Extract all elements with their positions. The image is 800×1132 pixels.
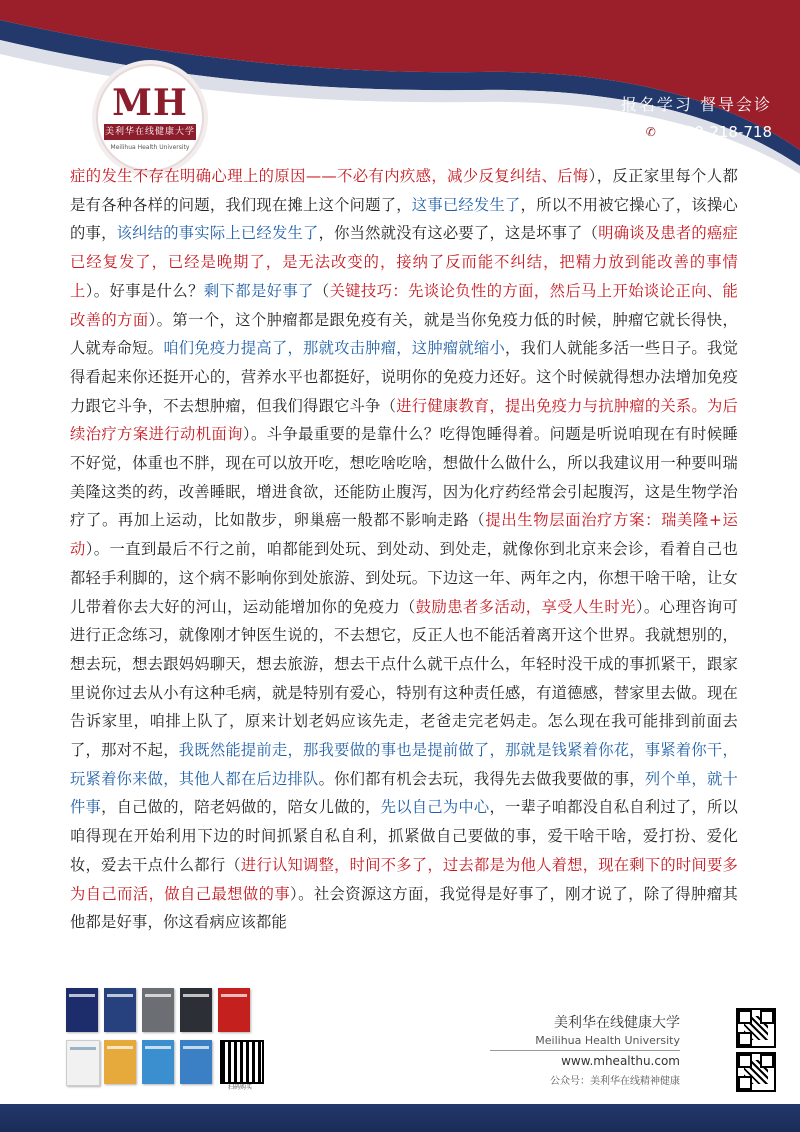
body-segment: ），反正家里每个人都是有各种各样的问题，我们现在摊上这个问题了， bbox=[70, 167, 738, 214]
header-slogan: 报名学习 督导会诊 bbox=[620, 95, 772, 114]
body-segment: ）。心理咨询可进行正念练习，就像刚才钟医生说的，不去想它，反正人也不能活着离开这个世界。我就想别的，想去玩，想去跟妈妈聊天，想去旅游，想去干点什么就干点什么，年轻时没干成的事抓紧干，跟家里说你过去从小有这种毛病，就是特别有爱心，特别有这种责任感，有道德感，替家里去做。现在告诉家里，咱排上队了，原来计划老妈应该先走，老爸走完老妈走。怎么现在我可能排到前面去了，那对不起， bbox=[70, 597, 738, 760]
body-segment: ）。第一个，这个肿瘤都是跟免疫有关，就是当你免疫力低的时候，肿瘤它就长得快，人就寿命短。 bbox=[70, 310, 738, 358]
body-text bbox=[70, 162, 738, 937]
body-segment: ）。好事是什么？ bbox=[85, 281, 204, 300]
books-qr-caption: 扫码购买 bbox=[227, 1084, 252, 1091]
footer-qr-code-top[interactable] bbox=[736, 1008, 776, 1048]
header-contact bbox=[621, 92, 772, 141]
annotation-text: 明确谈及患者的癌症已经复发了，已经是晚期了，是无法改变的，接纳了反而能不纠结，把精力放到能改善的事情上 bbox=[70, 224, 738, 300]
book-cover bbox=[180, 988, 212, 1032]
body-segment: ，自己做的，陪老妈做的，陪女儿做的， bbox=[101, 798, 381, 817]
footer-brand bbox=[535, 1012, 680, 1047]
body-segment: ）。一直到最后不行之前，咱都能到处玩、到处动、到处走，就像你到北京来会诊，看着自己也都轻手利脚的，这个病不影响你到处旅游、到处玩。下边这一年、两年之内，你想干啥干啥，让女儿带着你去大好的河山，运动能增加你的免疫力（ bbox=[70, 540, 738, 616]
highlight-text: 剩下都是好事了 bbox=[203, 281, 314, 300]
header-phone bbox=[621, 123, 772, 141]
book-cover bbox=[104, 1040, 136, 1084]
body-segment: ，一辈子咱都没自私自利过了，所以咱得现在开始利用下边的时间抓紧自私自利，抓紧做自己要做的事，爱干啥干啥，爱打扮、爱化妆，爱去干点什么都行（ bbox=[70, 798, 738, 874]
book-covers bbox=[66, 986, 306, 1092]
book-cover bbox=[66, 1040, 100, 1086]
annotation-text: 鼓励患者多活动，享受人生时光 bbox=[415, 597, 636, 616]
annotation-text: 进行健康教育，提出免疫力与抗肿瘤的关系。为后续治疗方案进行动机面询 bbox=[70, 396, 738, 444]
annotation-text: 提出生物层面治疗方案：瑞美隆+运动 bbox=[70, 511, 738, 559]
bottom-band bbox=[0, 1104, 800, 1132]
highlight-text: 该纠结的事实际上已经发生了 bbox=[116, 224, 319, 243]
footer-brand-en: Meilihua Health University bbox=[535, 1034, 680, 1047]
mh-logo bbox=[96, 64, 204, 172]
annotation-text: 进行认知调整，时间不多了，过去都是为他人着想，现在剩下的时间要多为自己而活，做自己最想做的事 bbox=[70, 855, 739, 903]
highlight-text: 先以自己为中心 bbox=[380, 798, 490, 817]
book-cover bbox=[142, 1040, 174, 1084]
phone-icon: ✆ bbox=[642, 123, 660, 141]
footer-qr-code-bottom[interactable] bbox=[736, 1052, 776, 1092]
phone-number: 4000-218-718 bbox=[665, 123, 772, 141]
footer-divider bbox=[490, 1050, 680, 1051]
body-segment: ）。斗争最重要的是靠什么？吃得饱睡得着。问题是听说咱现在有时候睡不好觉，体重也不胖，现在可以放开吃，想吃啥吃啥，想做什么做什么，所以我建议用一种要叫瑞美隆这类的药，改善睡眠，增进食欲，还能防止腹泻，因为化疗药经常会引起腹泻，这是生物学治疗了。再加上运动，比如散步，卵巢癌一般都不影响走路（ bbox=[70, 425, 738, 530]
books-qr-code[interactable] bbox=[220, 1040, 264, 1084]
book-cover bbox=[180, 1040, 212, 1084]
body-segment: ，我们人就能多活一些日子。我觉得看起来你还挺开心的，营养水平也都挺好，说明你的免疫力还好。这个时候就得想办法增加免疫力跟它斗争，不去想肿瘤，但我们得跟它斗争（ bbox=[70, 339, 738, 415]
highlight-text: 我既然能提前走，那我要做的事也是提前做了，那就是钱紧着你花，事紧着你干，玩紧着你来做，其他人都在后边排队 bbox=[70, 741, 738, 788]
footer-wechat: 公众号：美利华在线精神健康 bbox=[550, 1076, 680, 1087]
annotation-text: 症的发生不存在明确心理上的原因——不必有内疚感，减少反复纠结、后悔 bbox=[70, 167, 589, 185]
highlight-text: 列个单，就十件事 bbox=[70, 769, 739, 817]
logo-ribbon: 美利华在线健康大学 bbox=[104, 124, 196, 140]
body-segment: ）。社会资源这方面，我觉得是好事了，刚才说了，除了得肿瘤其他都是好事，你这看病应该都能 bbox=[70, 884, 738, 932]
logo-subtitle: Meilihua Health University bbox=[110, 144, 190, 151]
book-cover bbox=[66, 988, 98, 1032]
annotation-text: 关键技巧：先谈论负性的方面，然后马上开始谈论正向、能改善的方面 bbox=[70, 281, 738, 329]
body-segment: 。你们都有机会去玩，我得先去做我要做的事， bbox=[318, 769, 645, 788]
footer-url[interactable]: www.mhealthu.com bbox=[561, 1054, 680, 1068]
book-cover bbox=[218, 988, 250, 1032]
book-cover bbox=[142, 988, 174, 1032]
body-segment: ，你当然就没有这必要了，这是坏事了（ bbox=[318, 224, 599, 243]
body-segment: （ bbox=[313, 281, 330, 300]
highlight-text: 这事已经发生了 bbox=[411, 195, 521, 214]
book-cover bbox=[104, 988, 136, 1032]
logo-letters: MH bbox=[112, 82, 188, 124]
footer-brand-cn: 美利华在线健康大学 bbox=[554, 1015, 680, 1031]
highlight-text: 咱们免疫力提高了，那就攻击肿瘤，这肿瘤就缩小 bbox=[163, 339, 505, 358]
body-segment: ，所以不用被它操心了，该操心的事， bbox=[70, 195, 738, 243]
